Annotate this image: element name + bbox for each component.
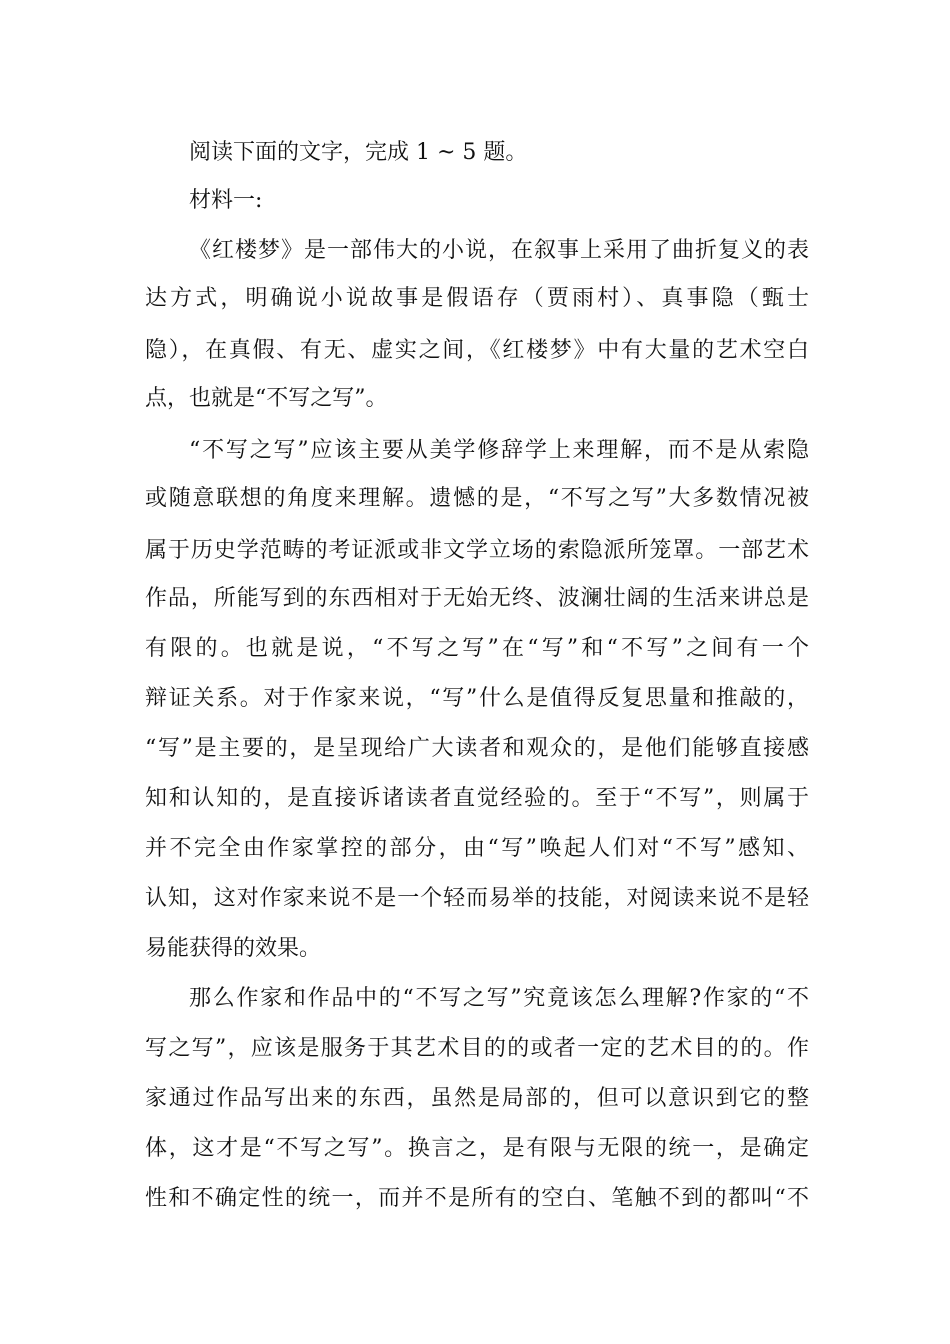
paragraph-2-line-6: 辩证关系。对于作家来说，“写”什么是值得反复思量和推敲的，: [145, 686, 809, 711]
paragraph-1-line-1: 《红楼梦》是一部伟大的小说，在叙事上采用了曲折复义的表: [189, 238, 809, 263]
paragraph-3-line-2: 写之写”，应该是服务于其艺术目的的或者一定的艺术目的的。作: [145, 1036, 809, 1061]
paragraph-2-line-7: “写”是主要的，是呈现给广大读者和观众的，是他们能够直接感: [145, 736, 809, 761]
paragraph-2-line-4: 作品，所能写到的东西相对于无始无终、波澜壮阔的生活来讲总是: [145, 586, 809, 611]
paragraph-1-line-2: 达方式，明确说小说故事是假语存（贾雨村）、真事隐（甄士: [145, 286, 809, 311]
paragraph-2-line-2: 或随意联想的角度来理解。遗憾的是，“不写之写”大多数情况被: [145, 486, 809, 511]
paragraph-2-line-1: “不写之写”应该主要从美学修辞学上来理解，而不是从索隐: [189, 438, 809, 463]
paragraph-2-line-10: 认知，这对作家来说不是一个轻而易举的技能，对阅读来说不是轻: [145, 886, 809, 911]
paragraph-3-line-3: 家通过作品写出来的东西，虽然是局部的，但可以意识到它的整: [145, 1086, 809, 1111]
paragraph-2-line-3: 属于历史学范畴的考证派或非文学立场的索隐派所笼罩。一部艺术: [145, 538, 809, 563]
material-label: 材料一:: [189, 188, 263, 213]
paragraph-2-line-5: 有限的。也就是说，“不写之写”在“写”和“不写”之间有一个: [145, 636, 809, 661]
reading-instruction: 阅读下面的文字，完成 1 ~ 5 题。: [189, 140, 528, 165]
paragraph-2-line-9: 并不完全由作家掌控的部分，由“写”唤起人们对“不写”感知、: [145, 836, 809, 861]
paragraph-3-line-1: 那么作家和作品中的“不写之写”究竟该怎么理解?作家的“不: [189, 986, 809, 1011]
paragraph-1-line-3: 隐），在真假、有无、虚实之间，《红楼梦》中有大量的艺术空白: [145, 338, 809, 363]
paragraph-2-line-8: 知和认知的，是直接诉诸读者直觉经验的。至于“不写”，则属于: [145, 786, 809, 811]
paragraph-3-line-5: 性和不确定性的统一，而并不是所有的空白、笔触不到的都叫“不: [145, 1186, 809, 1211]
paragraph-1-line-4: 点，也就是“不写之写”。: [145, 386, 388, 411]
paragraph-3-line-4: 体，这才是“不写之写”。换言之，是有限与无限的统一，是确定: [145, 1136, 809, 1161]
paragraph-2-line-11: 易能获得的效果。: [145, 936, 322, 961]
